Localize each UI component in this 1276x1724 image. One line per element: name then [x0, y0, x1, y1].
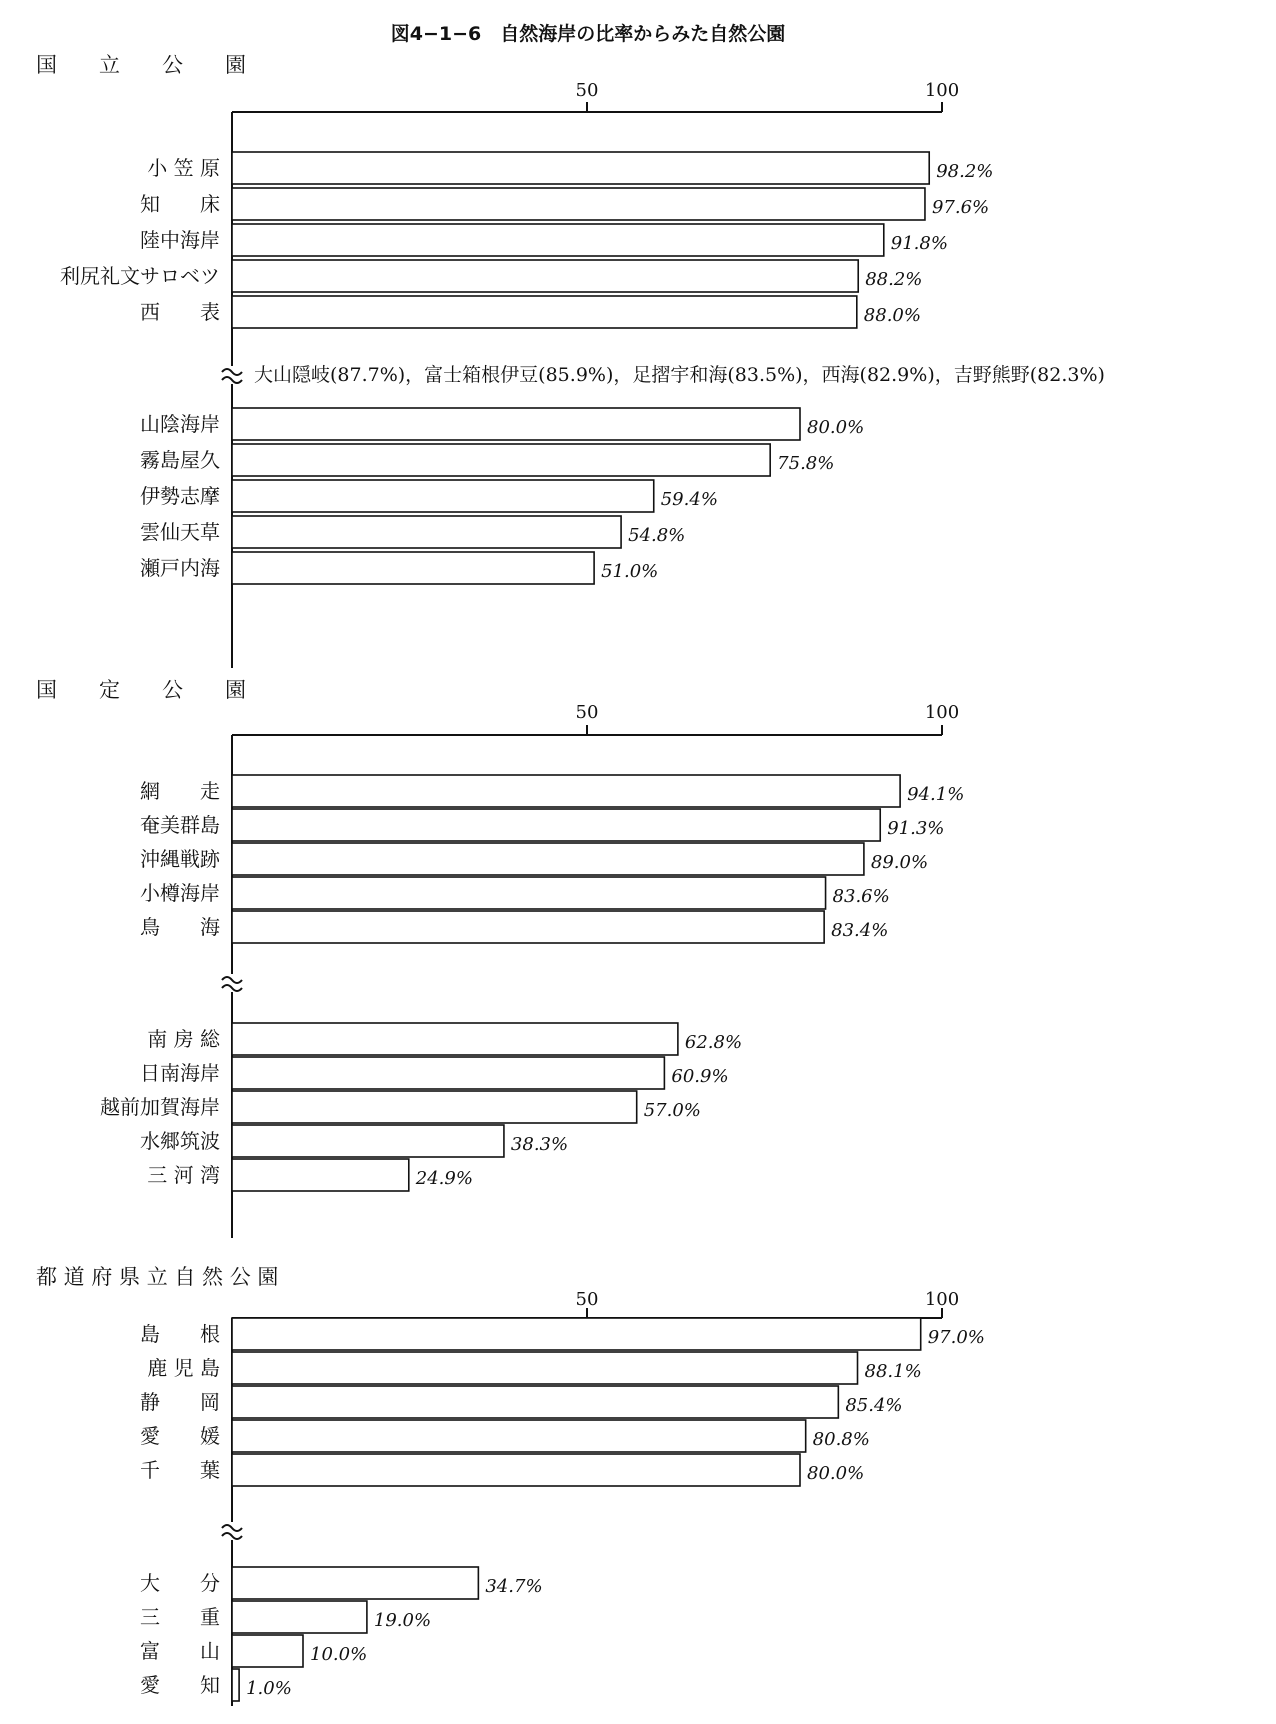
- bar: [232, 1669, 239, 1701]
- bar: [232, 775, 900, 807]
- bar: [232, 1091, 637, 1123]
- category-label: 鹿 児 島: [147, 1356, 220, 1380]
- bar: [232, 1057, 664, 1089]
- figure-title: 図4−1−6 自然海岸の比率からみた自然公園: [390, 23, 786, 45]
- axis-tick-label: 50: [575, 1289, 599, 1310]
- bar: [232, 224, 884, 256]
- bar: [232, 152, 929, 184]
- bar: [232, 843, 864, 875]
- category-label: 富 山: [140, 1639, 220, 1663]
- bar: [232, 1386, 838, 1418]
- category-label: 雲仙天草: [140, 520, 220, 544]
- bar: [232, 552, 594, 584]
- value-label: 57.0%: [643, 1100, 701, 1121]
- category-label: 越前加賀海岸: [100, 1095, 220, 1119]
- category-label: 大 分: [140, 1571, 220, 1595]
- section-heading: 都 道 府 県 立 自 然 公 園: [36, 1265, 279, 1289]
- value-label: 10.0%: [310, 1644, 368, 1665]
- category-label: 三 重: [140, 1605, 220, 1629]
- axis-tick-label: 100: [924, 80, 960, 101]
- category-label: 鳥 海: [140, 915, 220, 939]
- category-label: 知 床: [140, 192, 220, 216]
- axis-break-mark: [222, 369, 242, 383]
- section-heading: 国 立 公 園: [36, 53, 246, 77]
- value-label: 51.0%: [601, 561, 659, 582]
- value-label: 85.4%: [845, 1395, 903, 1416]
- category-label: 瀬戸内海: [140, 556, 220, 580]
- category-label: 静 岡: [140, 1390, 220, 1414]
- section-heading: 国 定 公 園: [36, 678, 246, 702]
- axis-tick-label: 100: [924, 702, 960, 723]
- axis-break-mark: [222, 1525, 242, 1539]
- category-label: 沖縄戦跡: [140, 847, 220, 871]
- value-label: 97.6%: [931, 197, 990, 218]
- bar: [232, 1420, 806, 1452]
- value-label: 83.6%: [832, 886, 890, 907]
- category-label: 利尻礼文サロベツ: [60, 264, 220, 288]
- value-label: 34.7%: [485, 1576, 543, 1597]
- bar: [232, 296, 857, 328]
- value-label: 54.8%: [628, 525, 686, 546]
- value-label: 91.3%: [887, 818, 945, 839]
- value-label: 24.9%: [415, 1168, 473, 1189]
- value-label: 91.8%: [890, 233, 948, 254]
- value-label: 98.2%: [936, 161, 994, 182]
- axis-break-mark: [222, 977, 242, 991]
- category-label: 霧島屋久: [140, 448, 220, 472]
- value-label: 83.4%: [831, 920, 889, 941]
- bar: [232, 911, 824, 943]
- value-label: 80.8%: [812, 1429, 870, 1450]
- omitted-parks-note: 大山隠岐(87.7%)，富士箱根伊豆(85.9%)，足摺宇和海(83.5%)，西海(82.9%)，吉野熊野(82.3%): [254, 364, 1105, 386]
- axis-tick-label: 100: [924, 1289, 960, 1310]
- category-label: 網 走: [140, 779, 220, 803]
- bar: [232, 1318, 921, 1350]
- category-label: 山陰海岸: [140, 412, 220, 436]
- category-label: 愛 知: [140, 1673, 220, 1697]
- bar: [232, 1601, 367, 1633]
- bar: [232, 444, 770, 476]
- value-label: 80.0%: [807, 1463, 865, 1484]
- value-label: 88.1%: [864, 1361, 922, 1382]
- bar: [232, 1159, 409, 1191]
- bar: [232, 1125, 504, 1157]
- bar: [232, 1635, 303, 1667]
- category-label: 奄美群島: [140, 813, 220, 837]
- axis-tick-label: 50: [575, 702, 599, 723]
- bar: [232, 1454, 800, 1486]
- bar: [232, 1023, 678, 1055]
- category-label: 島 根: [140, 1322, 220, 1346]
- value-label: 88.0%: [863, 305, 921, 326]
- bar: [232, 408, 800, 440]
- category-label: 三 河 湾: [147, 1163, 220, 1187]
- value-label: 1.0%: [246, 1678, 292, 1699]
- value-label: 94.1%: [907, 784, 965, 805]
- category-label: 小 笠 原: [147, 156, 220, 180]
- bar: [232, 1352, 858, 1384]
- bar: [232, 809, 880, 841]
- value-label: 80.0%: [807, 417, 865, 438]
- category-label: 千 葉: [140, 1458, 220, 1482]
- value-label: 89.0%: [870, 852, 929, 873]
- category-label: 愛 媛: [140, 1424, 220, 1448]
- category-label: 小樽海岸: [140, 881, 220, 905]
- bar: [232, 877, 826, 909]
- category-label: 水郷筑波: [140, 1129, 220, 1153]
- bar: [232, 516, 621, 548]
- category-label: 陸中海岸: [140, 228, 220, 252]
- value-label: 60.9%: [671, 1066, 729, 1087]
- category-label: 南 房 総: [147, 1027, 220, 1051]
- value-label: 38.3%: [510, 1134, 569, 1155]
- value-label: 97.0%: [927, 1327, 985, 1348]
- bar: [232, 260, 858, 292]
- value-label: 88.2%: [865, 269, 923, 290]
- category-label: 日南海岸: [140, 1061, 220, 1085]
- category-label: 伊勢志摩: [140, 484, 220, 508]
- value-label: 75.8%: [777, 453, 835, 474]
- category-label: 西 表: [140, 300, 220, 324]
- value-label: 19.0%: [373, 1610, 432, 1631]
- value-label: 59.4%: [660, 489, 718, 510]
- bar: [232, 480, 654, 512]
- value-label: 62.8%: [684, 1032, 743, 1053]
- axis-tick-label: 50: [575, 80, 599, 101]
- bar: [232, 1567, 478, 1599]
- bar: [232, 188, 925, 220]
